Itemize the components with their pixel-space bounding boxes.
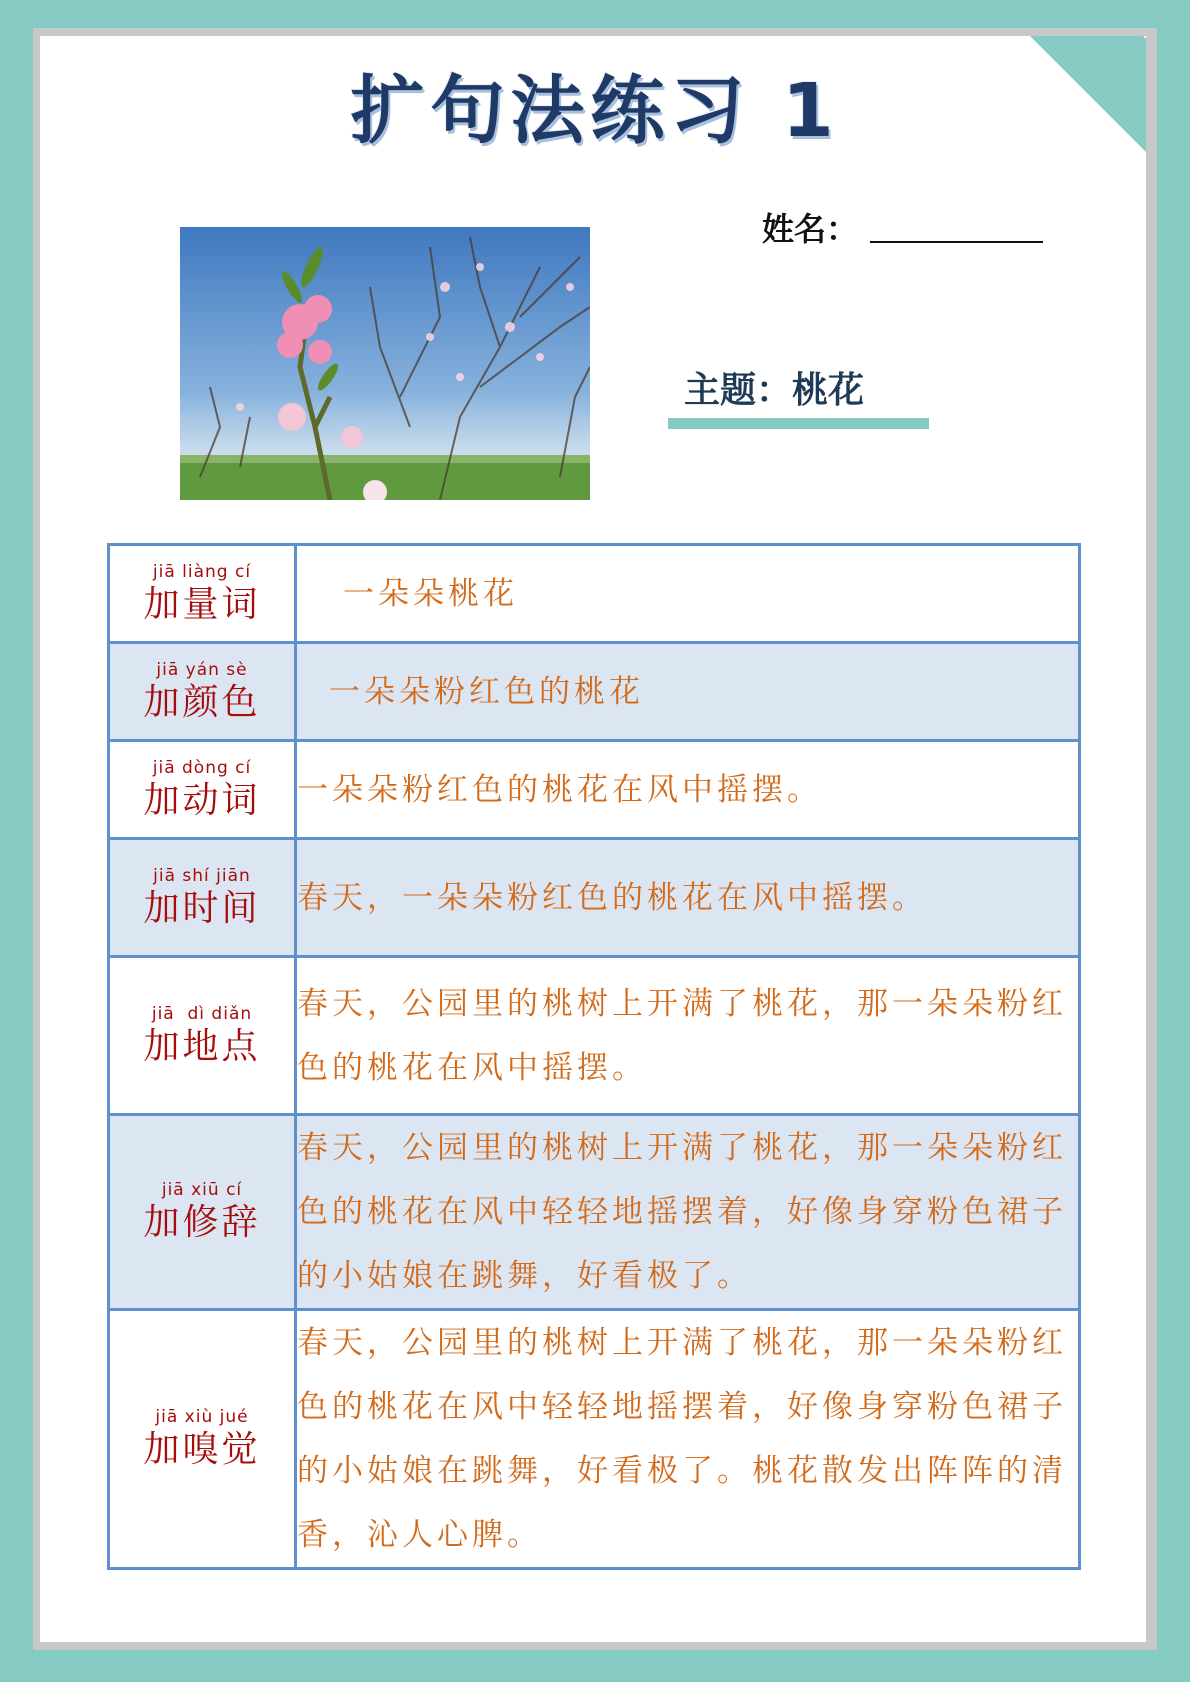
row-label: 加地点 <box>143 1025 261 1067</box>
row-sentence: 一朵朵粉红色的桃花在风中摇摆。 <box>296 741 1080 839</box>
name-label: 姓名： <box>762 210 859 248</box>
row-label: 加颜色 <box>143 681 261 723</box>
pinyin: jiā liàng cí <box>152 561 252 582</box>
pinyin: jiā yán sè <box>156 659 248 680</box>
name-blank-line <box>870 241 1043 243</box>
pinyin: jiā xiū cí <box>161 1180 243 1200</box>
row-label: 加时间 <box>143 887 261 929</box>
row-label-cell <box>109 643 296 741</box>
row-label-cell <box>109 957 296 1115</box>
row-sentence: 一朵朵粉红色的桃花 <box>296 643 1080 741</box>
table-row <box>109 1310 1080 1569</box>
row-label: 加修辞 <box>143 1202 261 1243</box>
row-label-cell <box>109 839 296 957</box>
table-row <box>109 839 1080 957</box>
row-sentence: 春天，公园里的桃树上开满了桃花，那一朵朵粉红色的桃花在风中摇摆。 <box>296 957 1080 1115</box>
row-label: 加动词 <box>143 779 261 821</box>
row-sentence: 春天，公园里的桃树上开满了桃花，那一朵朵粉红色的桃花在风中轻轻地摇摆着，好像身穿粉色裙子的小姑娘在跳舞，好看极了。 <box>296 1115 1080 1310</box>
table-row <box>109 545 1080 643</box>
pinyin: jiā dòng cí <box>152 757 252 778</box>
row-label-cell <box>109 741 296 839</box>
row-label-cell <box>109 545 296 643</box>
table-row <box>109 643 1080 741</box>
topic-underline <box>668 418 929 429</box>
row-sentence: 一朵朵桃花 <box>296 545 1080 643</box>
row-label: 加嗅觉 <box>143 1429 261 1470</box>
table-row <box>109 1115 1080 1310</box>
expansion-table <box>107 543 1081 1570</box>
row-label-cell <box>109 1310 296 1569</box>
peach-blossom-photo <box>180 227 590 500</box>
row-sentence: 春天，一朵朵粉红色的桃花在风中摇摆。 <box>296 839 1080 957</box>
pinyin: jiā dì diǎn <box>151 1003 253 1024</box>
row-label: 加量词 <box>143 583 261 625</box>
pinyin: jiā shí jiān <box>153 865 251 886</box>
row-label-cell <box>109 1115 296 1310</box>
topic-label: 主题：桃花 <box>684 370 865 411</box>
table-row <box>109 741 1080 839</box>
row-sentence: 春天，公园里的桃树上开满了桃花，那一朵朵粉红色的桃花在风中轻轻地摇摆着，好像身穿粉色裙子的小姑娘在跳舞，好看极了。桃花散发出阵阵的清香，沁人心脾。 <box>296 1310 1080 1569</box>
page-title: 扩句法练习 1 <box>350 68 840 154</box>
table-row <box>109 957 1080 1115</box>
pinyin: jiā xiù jué <box>155 1407 249 1427</box>
